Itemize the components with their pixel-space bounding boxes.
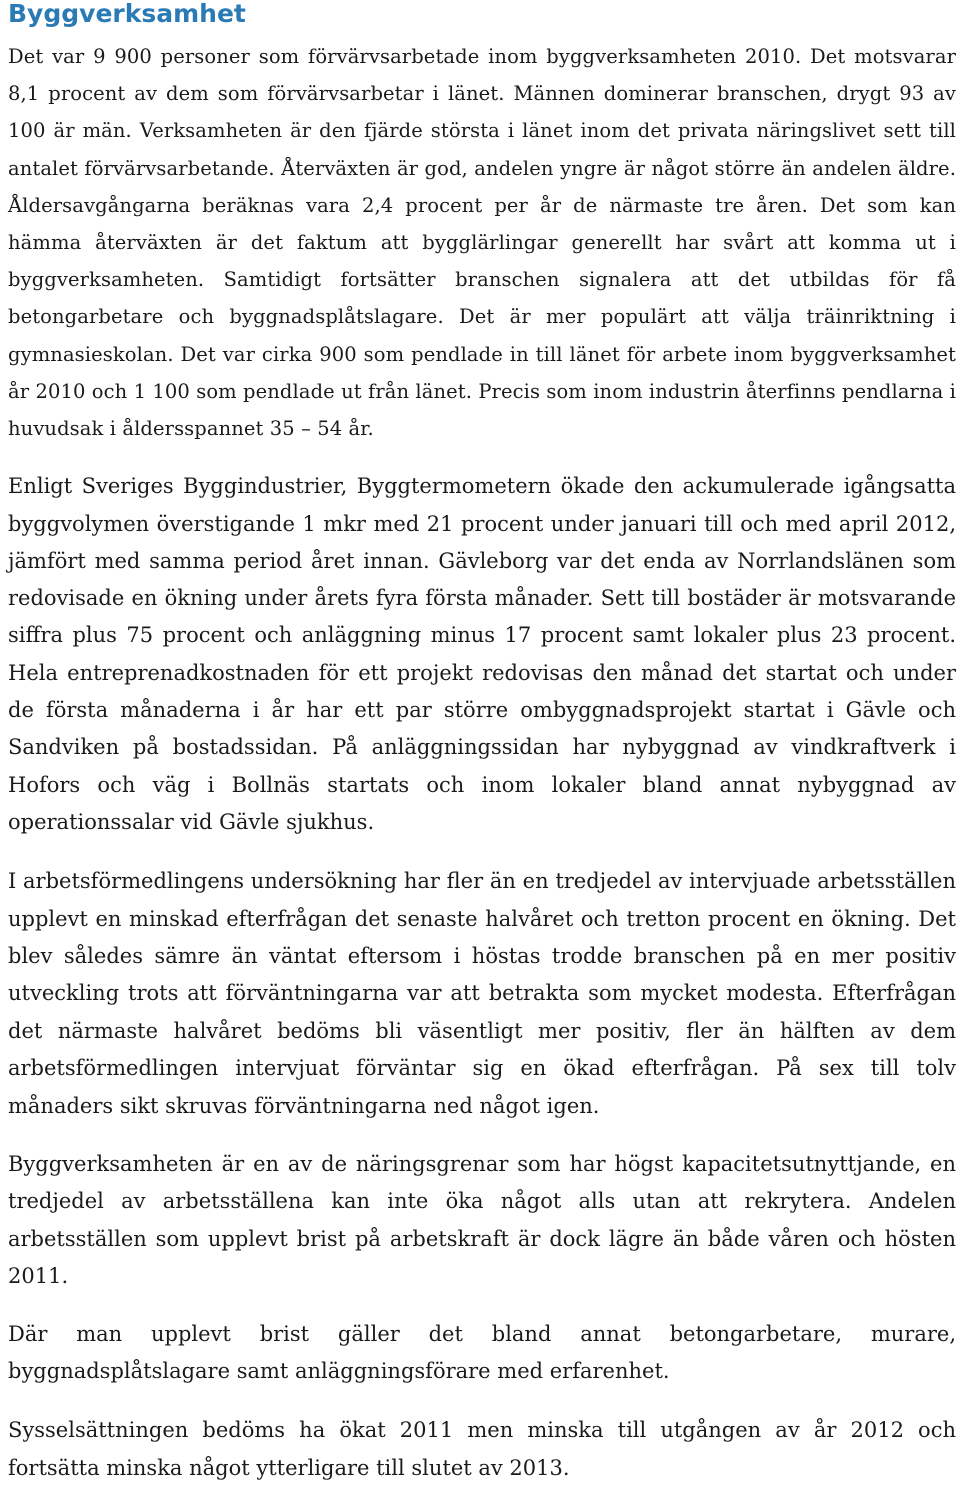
- section-heading: Byggverksamhet: [8, 0, 246, 28]
- paragraph-construction-volume: Enligt Sveriges Byggindustrier, Byggtermometern ökade den ackumulerade igångsatta byggvolymen överstigande 1 mkr med 21 procent under januari till och med april 2012, jämfört med samma period året innan. Gävleborg var det enda av Norrlandslänen som redovisade en ökning under årets fyra första månader. Sett till bostäder är motsvarande siffra plus 75 procent och anläggning minus 17 procent samt lokaler plus 23 procent. Hela entreprenadkostnaden för ett projekt redovisas den månad det startat och under de första månaderna i år har ett par större ombyggnadsprojekt startat i Gävle och Sandviken på bostadssidan. På anläggningssidan har nybyggnad av vindkraftverk i Hofors och väg i Bollnäs startats och inom lokaler bland annat nybyggnad av operationssalar vid Gävle sjukhus.: [8, 474, 956, 834]
- paragraph-employment: Det var 9 900 personer som förvärvsarbetade inom byggverksamheten 2010. Det motsvarar 8,1 procent av dem som förvärvsarbetar i länet. Männen dominerar branschen, drygt 93 av 100 är män. Verksamheten är den fjärde största i länet inom det privata näringslivet sett till antalet förvärvsarbetande. Återväxten är god, andelen yngre är något större än andelen äldre. Åldersavgångarna beräknas vara 2,4 procent per år de närmaste tre åren. Det som kan hämma återväxten är det faktum att bygglärlingar generellt har svårt att komma ut i byggverksamheten. Samtidigt fortsätter branschen signalera att det utbildas för få betongarbetare och byggnadsplåtslagare. Det är mer populärt att välja träinriktning i gymnasieskolan. Det var cirka 900 som pendlade in till länet för arbete inom byggverksamhet år 2010 och 1 100 som pendlade ut från länet. Precis som inom industrin återfinns pendlarna i huvudsak i åldersspannet 35 – 54 år.: [8, 45, 956, 441]
- paragraph-employment-outlook: Sysselsättningen bedöms ha ökat 2011 men minska till utgången av år 2012 och fortsätta minska något ytterligare till slutet av 2013.: [8, 1418, 956, 1480]
- paragraph-demand-survey: I arbetsförmedlingens undersökning har fler än en tredjedel av intervjuade arbetsställen upplevt en minskad efterfrågan det senaste halvåret och tretton procent en ökning. Det blev således sämre än väntat eftersom i höstas trodde branschen på en mer positiv utveckling trots att förväntningarna var att betrakta som mycket modesta. Efterfrågan det närmaste halvåret bedöms bli väsentligt mer positiv, fler än hälften av dem arbetsförmedlingen intervjuat förväntar sig en ökad efterfrågan. På sex till tolv månaders sikt skruvas förväntningarna ned något igen.: [8, 869, 956, 1118]
- paragraph-shortage: Där man upplevt brist gäller det bland annat betongarbetare, murare, byggnadsplåtslagare samt anläggningsförare med erfarenhet.: [8, 1321, 956, 1384]
- paragraph-capacity: Byggverksamheten är en av de näringsgrenar som har högst kapacitetsutnyttjande, en tredjedel av arbetsställena kan inte öka något alls utan att rekrytera. Andelen arbetsställen som upplevt brist på arbetskraft är dock lägre än både våren och hösten 2011.: [8, 1152, 956, 1289]
